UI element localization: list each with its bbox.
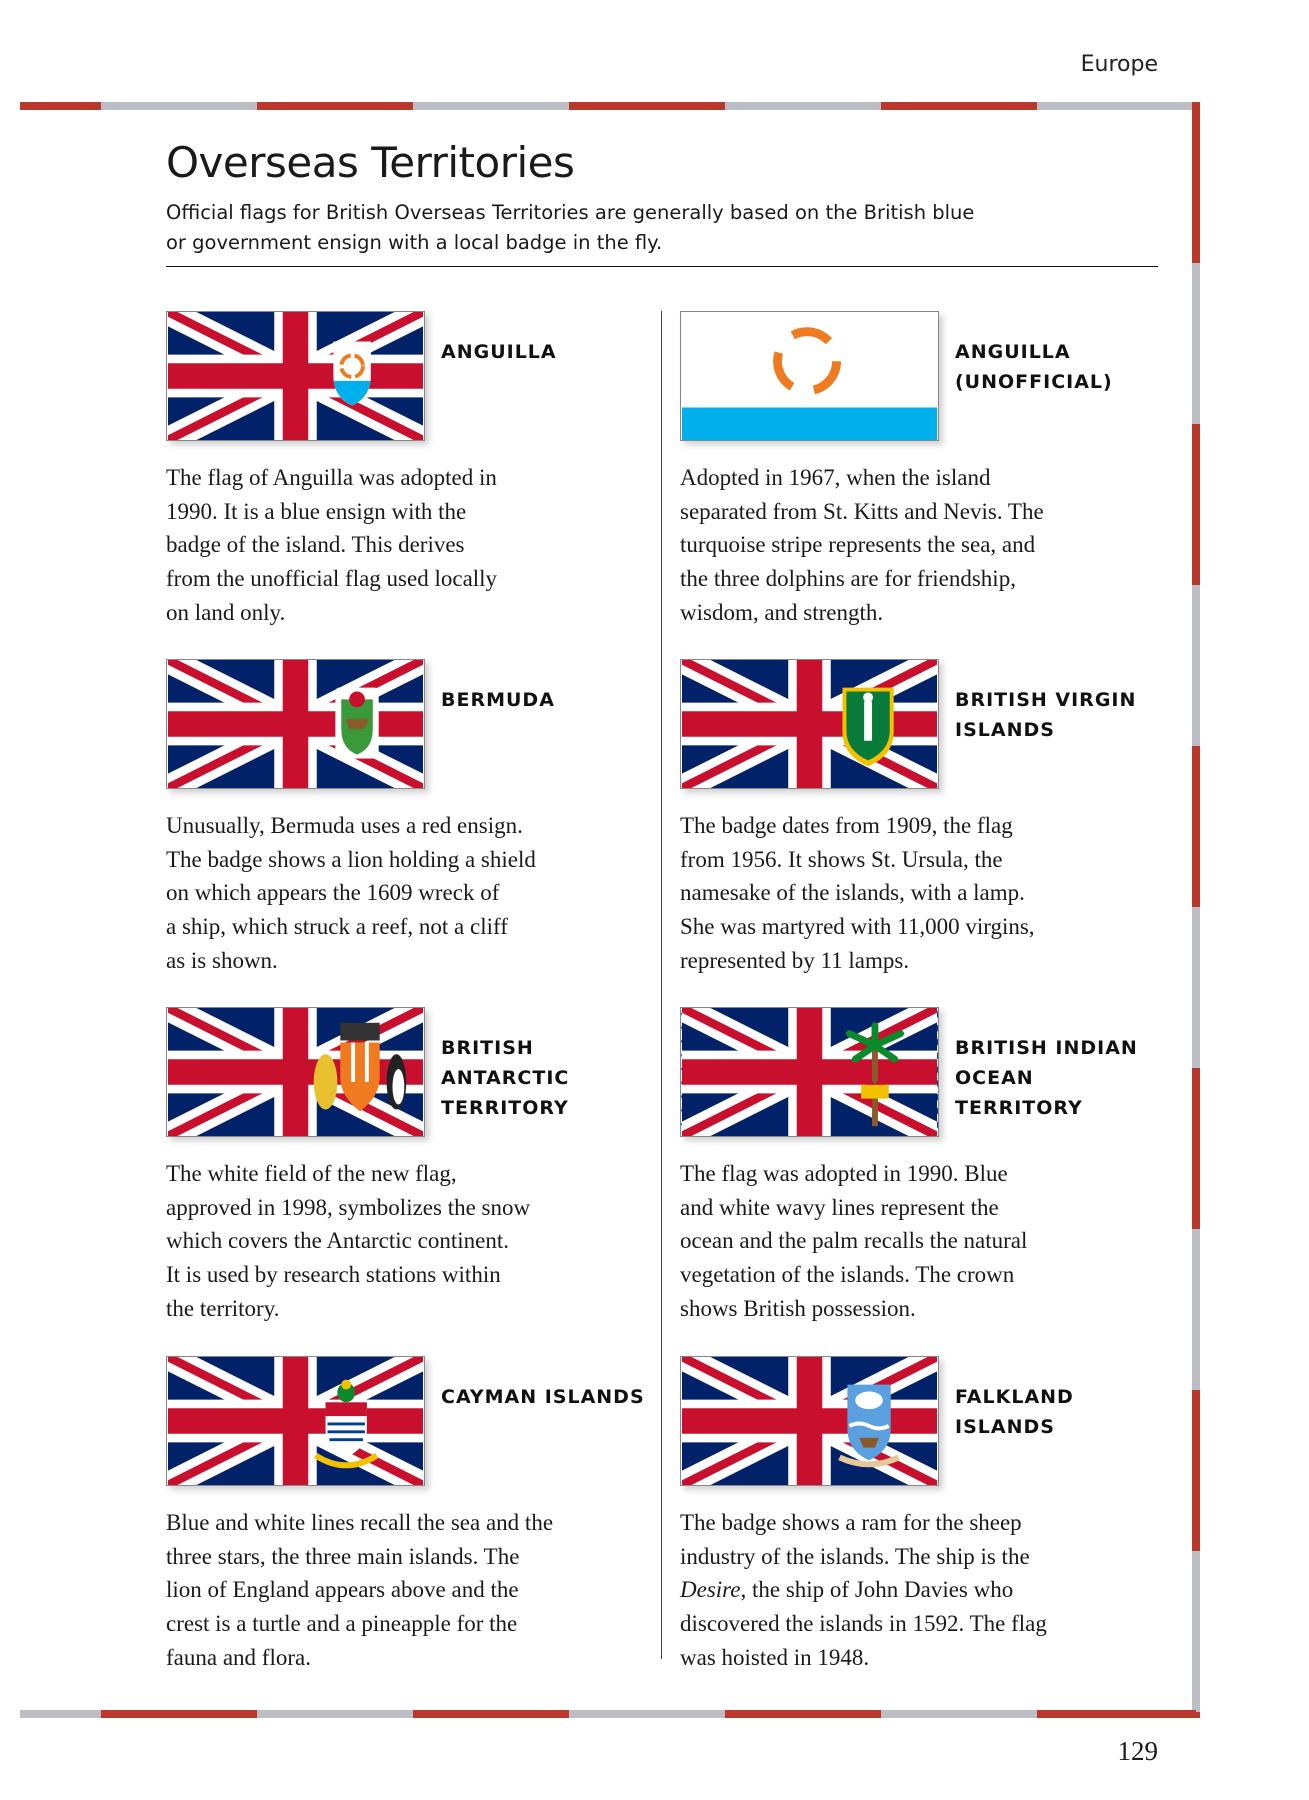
description-line: and white wavy lines represent the [680,1194,999,1220]
territory-description [680,1157,1027,1326]
description-line: badge of the island. This derives [166,532,465,558]
description-line: approved in 1998, symbolizes the snow [166,1194,531,1220]
territory-name [955,1033,1160,1123]
territory-name-line: OCEAN TERRITORY [955,1067,1083,1119]
description-line: separated from St. Kitts and Nevis. The [680,498,1044,524]
description-line: was hoisted in 1948. [680,1644,870,1670]
description-line: Unusually, Bermuda uses a red ensign. [166,813,523,838]
description-line: a ship, which struck a reef, not a cliff [166,914,508,940]
description-line: lion of England appears above and the [166,1577,519,1603]
flag-image-anguilla-unofficial [680,311,939,441]
intro-line: Official flags for British Overseas Territories are generally based on the British blue [166,201,975,224]
column-divider [661,311,662,1659]
description-line: vegetation of the islands. The crown [680,1262,1015,1288]
page-number: 129 [1117,1736,1158,1766]
description-line: industry of the islands. The ship is the [680,1543,1030,1569]
description-line: 1990. It is a blue ensign with the [166,498,467,524]
description-line: fauna and flora. [166,1644,311,1670]
description-line: ocean and the palm recalls the natural [680,1228,1028,1254]
description-line: The badge shows a ram for the sheep [680,1510,1022,1535]
territory-name-line: CAYMAN ISLANDS [441,1386,645,1408]
territory-name-line: ANGUILLA [955,341,1071,363]
territory-name-line: FALKLAND [955,1386,1074,1408]
description-line: which covers the Antarctic continent. [166,1228,509,1254]
page-title: Overseas Territories [166,138,575,187]
territory-description [166,461,497,630]
description-line: namesake of the islands, with a lamp. [680,880,1025,906]
territory-name [955,1382,1074,1442]
description-line: discovered the islands in 1592. The flag [680,1611,1047,1637]
flag-image-falkland [680,1356,939,1486]
territory-name [441,1033,569,1123]
territory-description [680,809,1035,978]
title-rule [166,266,1158,267]
description-line: represented by 11 lamps. [680,947,910,973]
description-line: crest is a turtle and a pineapple for the [166,1611,518,1637]
territory-name-line: BRITISH INDIAN [955,1037,1138,1059]
territory-name [441,685,555,715]
flag-image-bvi [680,659,939,789]
description-line: on land only. [166,599,286,625]
flag-image-anguilla [166,311,425,441]
intro-text [166,198,974,258]
intro-line: or government ensign with a local badge in the fly. [166,231,663,254]
description-line: as is shown. [166,947,278,973]
territory-description [166,809,536,978]
territory-name-line: BRITISH VIRGIN [955,689,1137,711]
description-line: turquoise stripe represents the sea, and [680,532,1036,558]
flag-image-bermuda [166,659,425,789]
description-line: Blue and white lines recall the sea and the [166,1510,554,1535]
bottom-border-stripe [20,1710,1196,1718]
flag-image-biot [680,1007,939,1137]
territory-description [680,461,1044,630]
description-line: from 1956. It shows St. Ursula, the [680,846,1003,872]
description-line: the three dolphins are for friendship, [680,566,1016,592]
territory-name-line: (UNOFFICIAL) [955,371,1113,393]
description-line: shows British possession. [680,1295,916,1321]
territory-name [955,337,1113,397]
territory-name-line: ISLANDS [955,719,1055,741]
description-line: The badge shows a lion holding a shield [166,846,536,872]
description-line: the territory. [166,1295,280,1321]
territory-description [166,1157,530,1326]
ship-name: Desire [680,1577,741,1603]
territory-name-line: ANGUILLA [441,341,557,363]
top-border-stripe [20,102,1196,110]
description-line: The badge dates from 1909, the flag [680,813,1013,838]
description-line: wisdom, and strength. [680,599,884,625]
description-line: from the unofficial flag used locally [166,566,498,592]
description-line: on which appears the 1609 wreck of [166,880,500,906]
territory-name-line: TERRITORY [441,1097,569,1119]
description-line: Adopted in 1967, when the island [680,465,991,490]
right-border-stripe [1192,102,1200,1718]
description-line: The flag was adopted in 1990. Blue [680,1161,1008,1186]
territory-name [955,685,1136,745]
description-line: The white field of the new flag, [166,1161,457,1186]
territory-name-line: ANTARCTIC [441,1067,570,1089]
territory-description [166,1506,553,1675]
description-line: Desire, the ship of John Davies who [680,1577,1014,1603]
flag-image-cayman [166,1356,425,1486]
territory-name-line: BRITISH [441,1037,534,1059]
territory-name-line: ISLANDS [955,1416,1055,1438]
territory-description [680,1506,1047,1675]
flag-image-bat [166,1007,425,1137]
description-line: She was martyred with 11,000 virgins, [680,914,1035,940]
territory-name [441,337,557,367]
territory-name-line: BERMUDA [441,689,555,711]
description-line: It is used by research stations within [166,1262,501,1288]
section-label: Europe [1080,52,1158,77]
territory-name [441,1382,645,1412]
description-line: three stars, the three main islands. The [166,1543,520,1569]
description-line: The flag of Anguilla was adopted in [166,465,497,490]
